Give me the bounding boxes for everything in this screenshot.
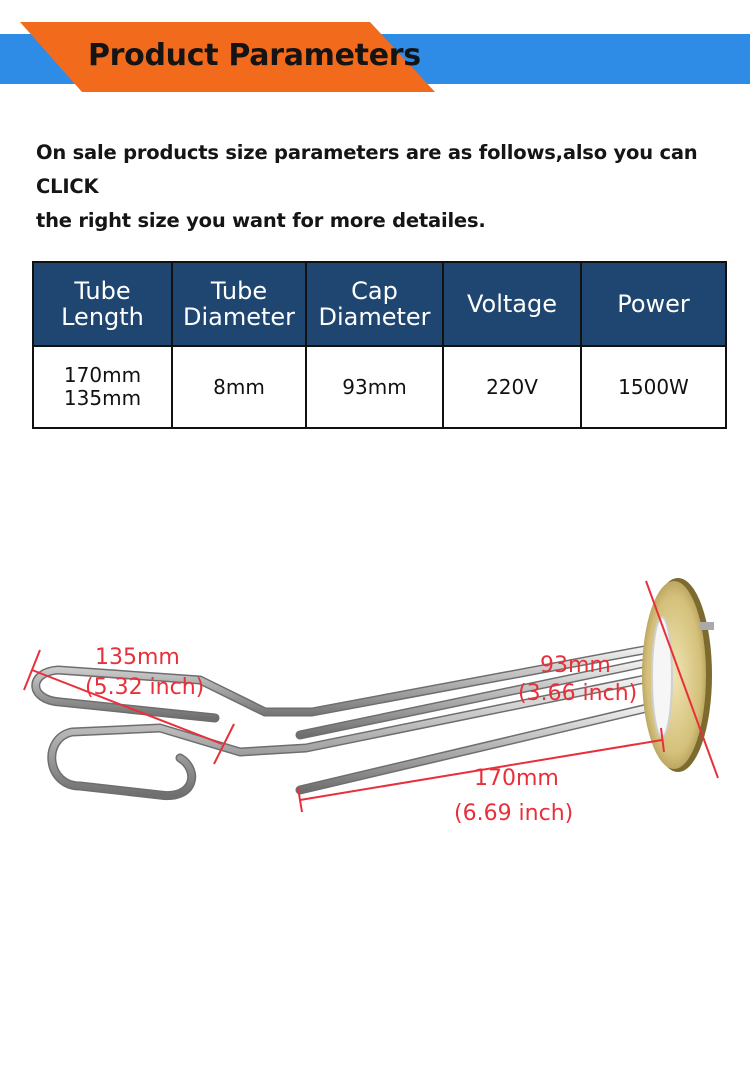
dim-short-tube-inch: (5.32 inch) [85, 675, 205, 700]
spec-table [32, 261, 727, 429]
header-voltage: Voltage [443, 262, 581, 346]
intro-line-1: On sale products size parameters are as follows,also you can CLICK [36, 141, 698, 198]
header-cap-diameter: Cap Diameter [306, 262, 443, 346]
cell-tube-length: 170mm 135mm [33, 346, 172, 428]
header-tube-diameter: Tube Diameter [172, 262, 306, 346]
header-tube-length: Tube Length [33, 262, 172, 346]
dim-long-tube-mm: 170mm [474, 766, 559, 791]
page-title: Product Parameters [88, 38, 421, 73]
cell-voltage: 220V [443, 346, 581, 428]
cell-tube-diameter: 8mm [172, 346, 306, 428]
product-image [0, 560, 750, 880]
table-header-row [33, 262, 726, 346]
header-power: Power [581, 262, 726, 346]
cell-power: 1500W [581, 346, 726, 428]
table-row [33, 346, 726, 428]
dim-cap-mm: 93mm [540, 653, 611, 678]
intro-text [36, 136, 726, 238]
intro-line-2: the right size you want for more detailes. [36, 209, 486, 232]
cap-flange [642, 578, 714, 772]
dim-short-tube-mm: 135mm [95, 645, 180, 670]
cell-cap-diameter: 93mm [306, 346, 443, 428]
dim-cap-inch: (3.66 inch) [518, 681, 638, 706]
dim-long-tube-inch: (6.69 inch) [454, 801, 574, 826]
